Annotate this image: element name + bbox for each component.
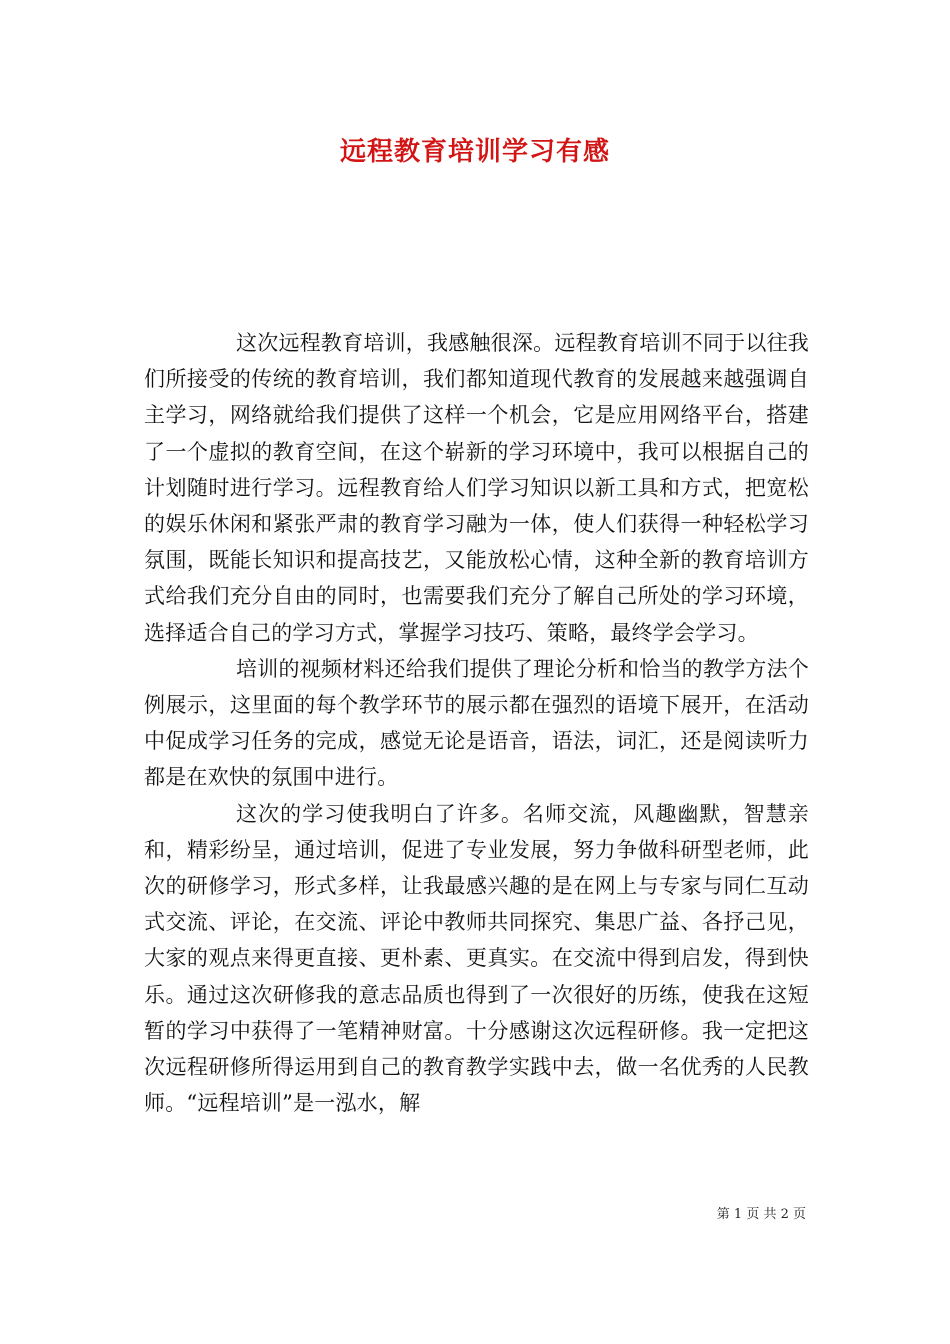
document-body [144, 325, 809, 1121]
paragraph-1: 这次远程教育培训，我感触很深。远程教育培训不同于以往我们所接受的传统的教育培训，我们都知道现代教育的发展越来越强调自主学习，网络就给我们提供了这样一个机会，它是应用网络平台，搭建了一个虚拟的教育空间，在这个崭新的学习环境中，我可以根据自己的计划随时进行学习。远程教育给人们学习知识以新工具和方式，把宽松的娱乐休闲和紧张严肃的教育学习融为一体，使人们获得一种轻松学习氛围，既能长知识和提高技艺，又能放松心情，这种全新的教育培训方式给我们充分自由的同时，也需要我们充分了解自己所处的学习环境，选择适合自己的学习方式，掌握学习技巧、策略，最终学会学习。 [144, 331, 809, 645]
paragraph-2: 培训的视频材料还给我们提供了理论分析和恰当的教学方法个例展示，这里面的每个教学环节的展示都在强烈的语境下展开，在活动中促成学习任务的完成，感觉无论是语音，语法，词汇，还是阅读听力都是在欢快的氛围中进行。 [144, 656, 809, 790]
page-number-footer: 第 1 页 共 2 页 [716, 1207, 806, 1222]
paragraph-3: 这次的学习使我明白了许多。名师交流，风趣幽默，智慧亲和，精彩纷呈，通过培训，促进了专业发展，努力争做科研型老师，此次的研修学习，形式多样，让我最感兴趣的是在网上与专家与同仁互动式交流、评论，在交流、评论中教师共同探究、集思广益、各抒己见，大家的观点来得更直接、更朴素、更真实。在交流中得到启发，得到快乐。通过这次研修我的意志品质也得到了一次很好的历练，使我在这短暂的学习中获得了一笔精神财富。十分感谢这次远程研修。我一定把这次远程研修所得运用到自己的教育教学实践中去，做一名优秀的人民教师。“远程培训”是一泓水，解 [144, 801, 809, 1116]
document-title: 远程教育培训学习有感 [339, 137, 610, 167]
